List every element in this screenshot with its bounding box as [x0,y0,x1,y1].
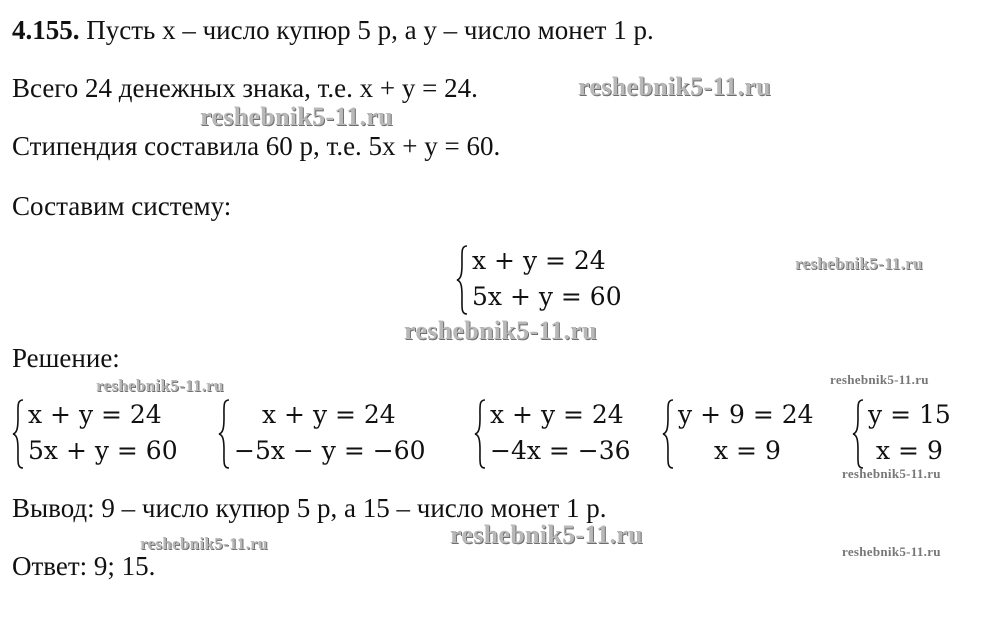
step-1-eq-2: 5x + y = 60 [28,436,178,465]
left-brace-icon [852,398,864,470]
main-eq-1: x + y = 24 [472,246,606,275]
left-brace-icon [218,398,230,470]
step-3-eq-2: −4x = −36 [490,436,631,465]
solution-label: Решение: [12,343,120,373]
problem-statement [12,14,654,46]
compose-line: Составим систему: [12,191,232,221]
step-5-eq-1: y = 15 [868,400,951,429]
stipend-line: Стипендия составила 60 р, т.е. 5x + y = 60. [12,131,501,161]
watermark: reshebnik5-11.ru [200,102,393,131]
watermark: reshebnik5-11.ru [842,544,941,559]
step-system-5 [852,398,972,470]
step-system-4 [662,398,837,470]
step-3-eq-1: x + y = 24 [490,400,624,429]
left-brace-icon [12,398,24,470]
step-system-2 [218,398,458,470]
conclusion-line: Вывод: 9 – число купюр 5 р, а 15 – число монет 1 р. [12,493,607,523]
step-4-eq-2: x = 9 [714,436,781,465]
watermark: reshebnik5-11.ru [140,534,268,553]
watermark: reshebnik5-11.ru [842,466,941,481]
watermark: reshebnik5-11.ru [795,254,923,273]
main-system [456,244,656,316]
step-system-1 [12,398,212,470]
watermark: reshebnik5-11.ru [450,520,643,549]
step-system-3 [474,398,654,470]
watermark: reshebnik5-11.ru [830,372,929,387]
left-brace-icon [662,398,674,470]
problem-number: 4.155. [12,15,80,45]
step-2-eq-1: x + y = 24 [262,400,396,429]
step-1-eq-1: x + y = 24 [28,400,162,429]
step-5-eq-2: x = 9 [876,436,943,465]
step-2-eq-2: −5x − y = −60 [234,436,426,465]
watermark: reshebnik5-11.ru [404,316,597,345]
left-brace-icon [456,244,468,316]
answer-line: Ответ: 9; 15. [12,551,156,581]
total-line: Всего 24 денежных знака, т.е. x + y = 24. [12,73,478,103]
main-eq-2: 5x + y = 60 [472,282,622,311]
watermark: reshebnik5-11.ru [578,72,771,101]
step-4-eq-1: y + 9 = 24 [678,400,814,429]
watermark: reshebnik5-11.ru [96,376,224,395]
left-brace-icon [474,398,486,470]
problem-intro: Пусть x – число купюр 5 р, а y – число монет 1 р. [86,15,654,45]
